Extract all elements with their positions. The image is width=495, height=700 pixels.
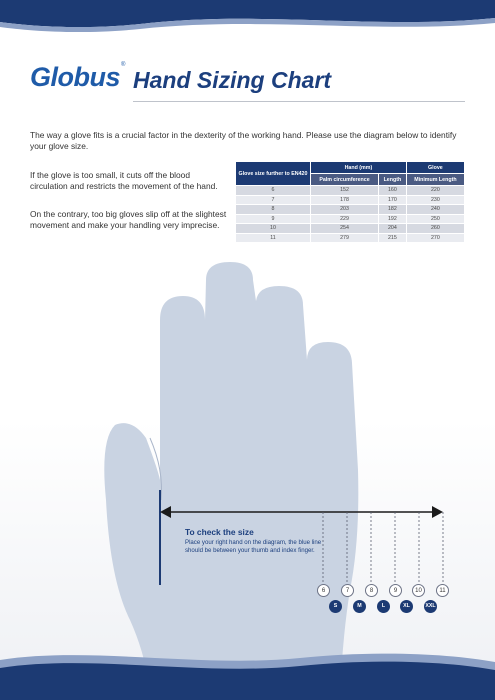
col-hand-header: Hand (mm)	[311, 162, 407, 174]
size-badge-m: M	[353, 600, 366, 613]
registered-mark: ®	[121, 62, 126, 68]
page-title: Hand Sizing Chart	[133, 67, 332, 93]
cell-length: 160	[378, 186, 406, 196]
cell-length: 204	[378, 224, 406, 234]
cell-size: 7	[236, 195, 311, 205]
intro-text: The way a glove fits is a crucial factor in the dexterity of the working hand. Please use the diagram below to identify your glove size.	[30, 130, 457, 151]
measure-arrow-right-head	[432, 506, 443, 518]
col-length-header: Length	[378, 174, 406, 186]
cell-min-length: 230	[406, 195, 464, 205]
cell-min-length: 220	[406, 186, 464, 196]
cell-min-length: 260	[406, 224, 464, 234]
check-size-heading: To check the size	[185, 527, 254, 537]
cell-palm: 152	[311, 186, 379, 196]
cell-size: 6	[236, 186, 311, 196]
too-small-paragraph: If the glove is too small, it cuts off the blood circulation and restricts the movement of the hand.	[30, 170, 218, 191]
size-badge-s: S	[329, 600, 342, 613]
cell-size: 9	[236, 214, 311, 224]
size-badge-xl: XL	[400, 600, 413, 613]
check-size-instructions: Place your right hand on the diagram, the blue line should be between your thumb and index finger.	[185, 539, 322, 554]
scale-number-10: 10	[412, 584, 425, 597]
scale-number-11: 11	[436, 584, 449, 597]
col-glove-size-header: Glove size further to EN420	[236, 162, 311, 186]
scale-number-9: 9	[389, 584, 402, 597]
cell-min-length: 250	[406, 214, 464, 224]
cell-length: 182	[378, 205, 406, 215]
cell-min-length: 240	[406, 205, 464, 215]
cell-size: 10	[236, 224, 311, 234]
scale-number-7: 7	[341, 584, 354, 597]
hand-silhouette	[104, 262, 358, 700]
cell-palm: 254	[311, 224, 379, 234]
cell-length: 170	[378, 195, 406, 205]
size-badge-l: L	[377, 600, 390, 613]
logo-wordmark: Globus	[30, 62, 120, 92]
col-min-length-header: Minimum Length	[406, 174, 464, 186]
col-palm-header: Palm circumference	[311, 174, 379, 186]
bottom-wave-band	[0, 638, 495, 700]
cell-palm: 203	[311, 205, 379, 215]
col-glove-header: Glove	[406, 162, 464, 174]
scale-number-8: 8	[365, 584, 378, 597]
cell-palm: 229	[311, 214, 379, 224]
cell-palm: 279	[311, 233, 379, 243]
cell-length: 215	[378, 233, 406, 243]
cell-min-length: 270	[406, 233, 464, 243]
scale-number-6: 6	[317, 584, 330, 597]
size-badge-xxl: XXL	[424, 600, 437, 613]
too-big-paragraph: On the contrary, too big gloves slip off at the slightest movement and make your handling very imprecise.	[30, 209, 227, 230]
cell-size: 8	[236, 205, 311, 215]
cell-size: 11	[236, 233, 311, 243]
cell-palm: 178	[311, 195, 379, 205]
cell-length: 192	[378, 214, 406, 224]
